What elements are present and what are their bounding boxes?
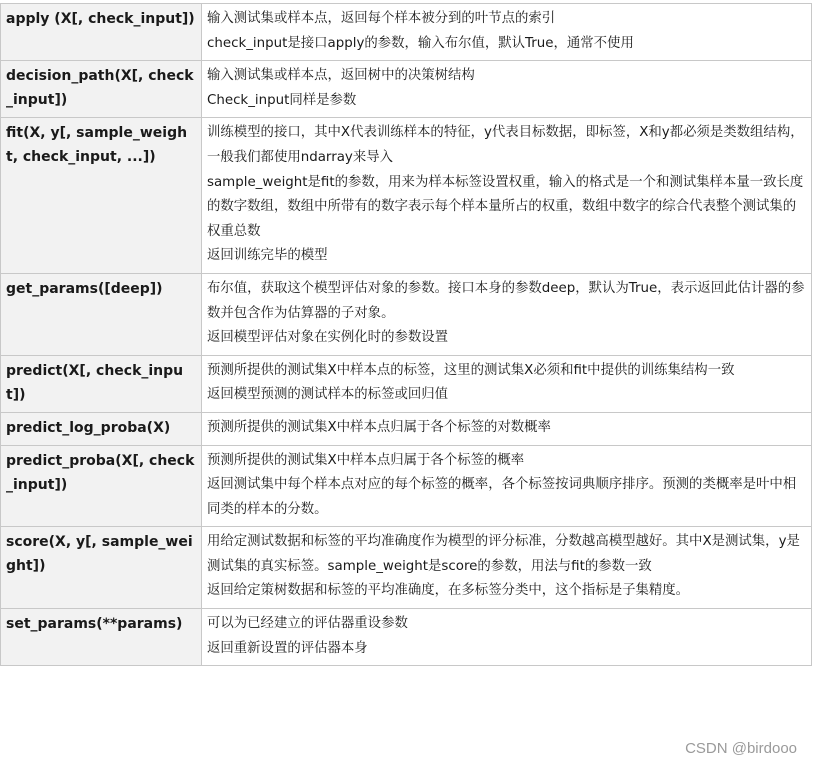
method-signature: predict(X[, check_input]): [1, 355, 202, 412]
table-row: [1, 445, 812, 527]
method-description: [202, 355, 812, 412]
description-line: 返回模型评估对象在实例化时的参数设置: [207, 330, 449, 346]
method-signature: decision_path(X[, check_input]): [1, 61, 202, 118]
table-row: [1, 273, 812, 355]
description-line: 预测所提供的测试集X中样本点的标签，这里的测试集X必须和fit中提供的训练集结构一致: [207, 362, 735, 378]
description-line: Check_input同样是参数: [207, 92, 357, 108]
method-signature: predict_proba(X[, check_input]): [1, 445, 202, 527]
description-line: check_input是接口apply的参数，输入布尔值，默认True，通常不使用: [207, 35, 634, 51]
table-row: [1, 118, 812, 274]
description-line: 预测所提供的测试集X中样本点归属于各个标签的概率: [207, 452, 525, 468]
description-line: 返回测试集中每个样本点对应的每个标签的概率，各个标签按词典顺序排序。预测的类概率是叶中相同类的样本的分数。: [207, 477, 797, 517]
method-signature: set_params(**params): [1, 609, 202, 666]
method-description: [202, 61, 812, 118]
description-line: 返回给定策树数据和标签的平均准确度，在多标签分类中，这个指标是子集精度。: [207, 583, 690, 599]
description-line: 返回训练完毕的模型: [207, 248, 328, 264]
method-description: [202, 609, 812, 666]
method-table-body: [1, 4, 812, 666]
description-line: 用给定测试数据和标签的平均准确度作为模型的评分标准，分数越高模型越好。其中X是测试集，y是测试集的真实标签。sample_weight是score的参数，用法与fit的参数一致: [207, 534, 800, 574]
table-row: [1, 355, 812, 412]
method-description: [202, 118, 812, 274]
method-description: [202, 273, 812, 355]
table-row: [1, 4, 812, 61]
description-line: 输入测试集或样本点，返回每个样本被分到的叶节点的索引: [207, 11, 556, 26]
method-description: [202, 445, 812, 527]
method-description: [202, 412, 812, 445]
description-line: 布尔值，获取这个模型评估对象的参数。接口本身的参数deep，默认为True，表示返回此估计器的参数并包含作为估算器的子对象。: [207, 280, 805, 321]
watermark: CSDN @birdooo: [685, 740, 797, 757]
table-row: [1, 609, 812, 666]
table-row: [1, 412, 812, 445]
method-table: [0, 3, 812, 666]
method-description: [202, 4, 812, 61]
method-signature: apply (X[, check_input]): [1, 4, 202, 61]
description-line: 返回重新设置的评估器本身: [207, 640, 368, 656]
method-signature: score(X, y[, sample_weight]): [1, 527, 202, 609]
description-line: 预测所提供的测试集X中样本点归属于各个标签的对数概率: [207, 419, 551, 435]
table-row: [1, 527, 812, 609]
description-line: sample_weight是fit的参数，用来为样本标签设置权重，输入的格式是一个和测试集样本量一致长度的数字数组，数组中所带有的数字表示每个样本量所占的权重，数组中数字的综合代表整个测试集的权重总数: [207, 174, 804, 239]
description-line: 返回模型预测的测试样本的标签或回归值: [207, 387, 449, 403]
description-line: 训练模型的接口，其中X代表训练样本的特征，y代表目标数据，即标签，X和y都必须是类数组结构，一般我们都使用ndarray来导入: [207, 125, 804, 165]
description-line: 可以为已经建立的评估器重设参数: [207, 616, 408, 632]
description-line: 输入测试集或样本点，返回树中的决策树结构: [207, 68, 475, 84]
method-description: [202, 527, 812, 609]
method-signature: fit(X, y[, sample_weight, check_input, ...]): [1, 118, 202, 274]
table-row: [1, 61, 812, 118]
method-signature: get_params([deep]): [1, 273, 202, 355]
method-signature: predict_log_proba(X): [1, 412, 202, 445]
